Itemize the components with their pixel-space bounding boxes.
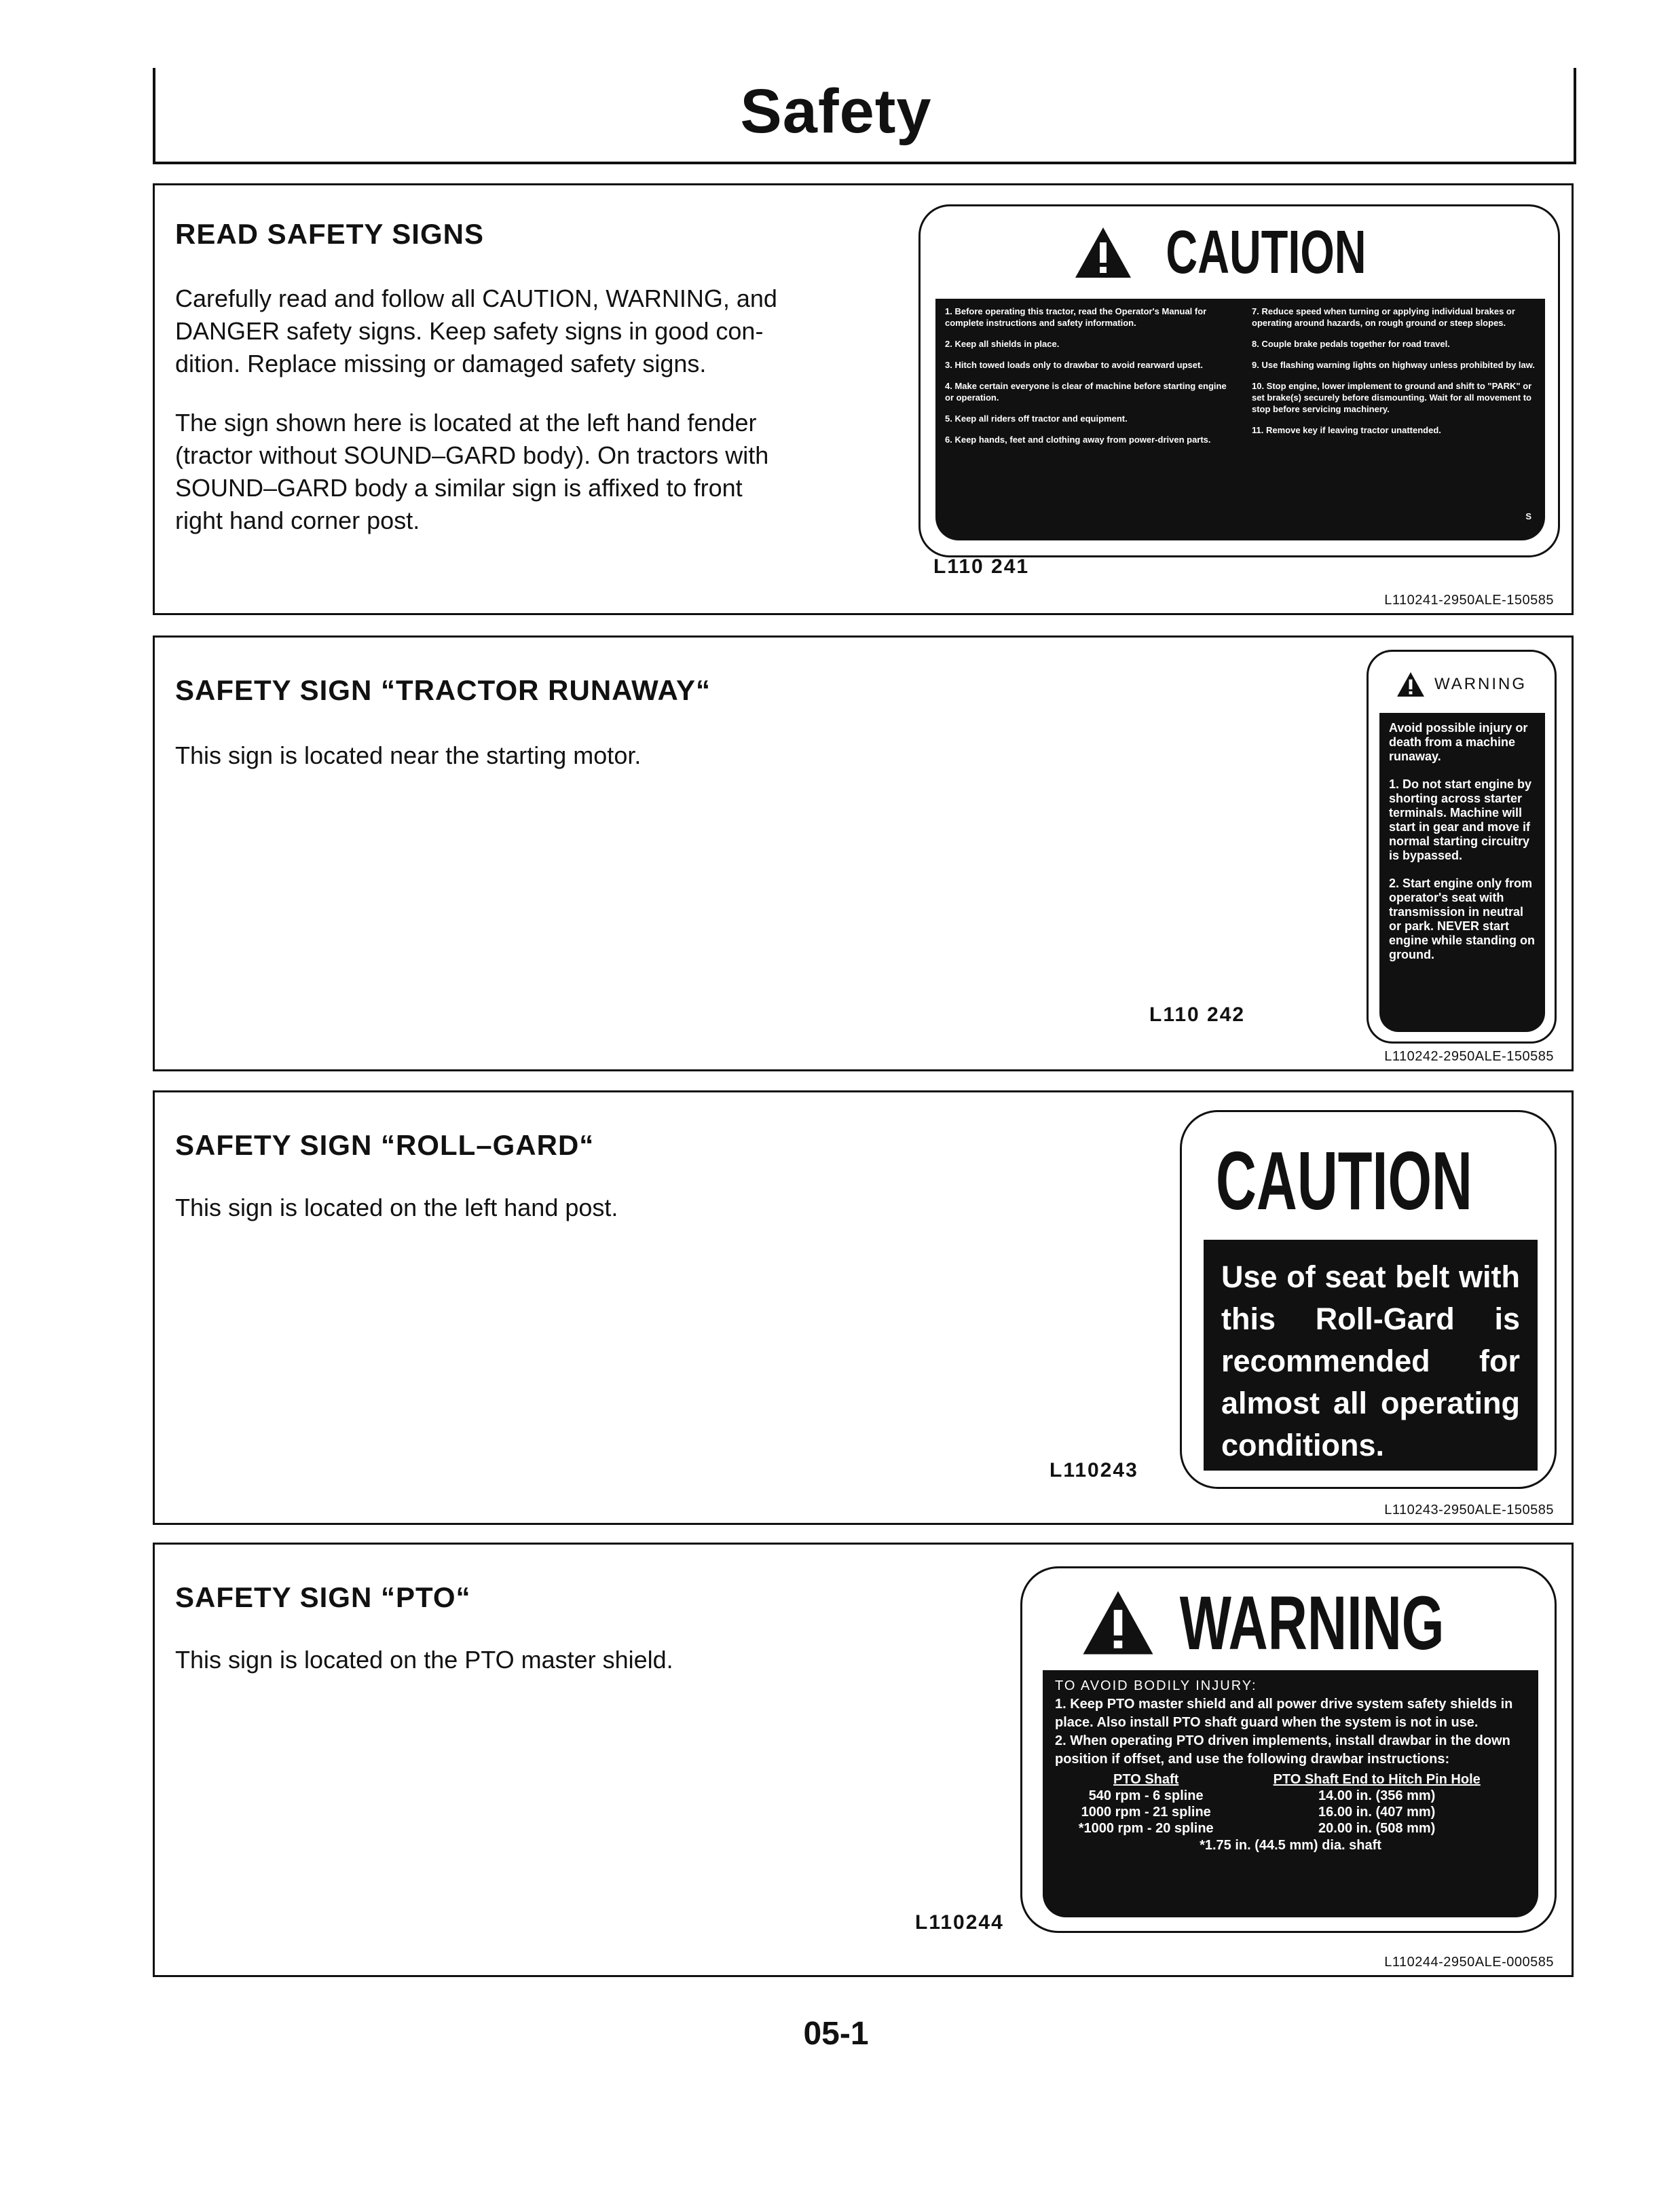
table-cell: 1000 rpm - 21 spline xyxy=(1081,1805,1211,1820)
sign-panel xyxy=(1043,1670,1538,1917)
body-line: This sign is located on the PTO master shield. xyxy=(175,1646,673,1674)
sign-item: 2. Start engine only from operator's seat with transmission in neutral or park. NEVER start engine while standing on ground. xyxy=(1389,877,1536,961)
sign-header xyxy=(921,220,1558,285)
section-read-safety-signs xyxy=(153,183,1574,615)
body-line: Carefully read and follow all CAUTION, WARNING, and xyxy=(175,284,777,312)
table-header-cell: PTO Shaft xyxy=(1113,1772,1179,1787)
sign-title: CAUTION xyxy=(1165,218,1367,287)
sign-title: CAUTION xyxy=(1216,1135,1472,1227)
section-heading: SAFETY SIGN “ROLL–GARD“ xyxy=(175,1129,595,1161)
body-line: This sign is located near the starting motor. xyxy=(175,741,642,769)
section-body-location xyxy=(175,407,768,537)
sign-header xyxy=(1022,1582,1555,1663)
caution-sign-general xyxy=(918,204,1560,557)
body-line: dition. Replace missing or damaged safety signs. xyxy=(175,350,707,377)
sign-panel xyxy=(1204,1240,1538,1471)
reference-code: L110243-2950ALE-150585 xyxy=(1384,1503,1554,1517)
sign-intro: TO AVOID BODILY INJURY: xyxy=(1055,1678,1257,1693)
warning-triangle-icon xyxy=(1396,671,1425,697)
page-title: Safety xyxy=(740,77,932,146)
sign-code: L110 242 xyxy=(1149,1003,1246,1026)
sign-code: L110244 xyxy=(915,1911,1004,1934)
sign-item: 7. Reduce speed when turning or applying individual brakes or operating around hazards, on rough ground or steep slopes. xyxy=(1252,306,1515,328)
section-heading: SAFETY SIGN “PTO“ xyxy=(175,1581,471,1613)
sign-item: 9. Use flashing warning lights on highway unless prohibited by law. xyxy=(1252,360,1536,370)
sign-footnote: *1.75 in. (44.5 mm) dia. shaft xyxy=(1200,1838,1381,1853)
section-body xyxy=(175,739,641,772)
reference-code: L110244-2950ALE-000585 xyxy=(1384,1955,1554,1970)
body-line: The sign shown here is located at the left hand fender xyxy=(175,409,757,437)
sign-item: 11. Remove key if leaving tractor unattended. xyxy=(1252,425,1441,435)
sign-title: WARNING xyxy=(1434,675,1527,693)
sign-left-list xyxy=(945,306,1230,455)
page-number: 05-1 xyxy=(803,2016,869,2052)
body-line: (tractor without SOUND–GARD body). On tractors with xyxy=(175,441,769,469)
section-heading: READ SAFETY SIGNS xyxy=(175,218,484,250)
sign-code: L110 241 xyxy=(933,555,1030,578)
section-pto xyxy=(153,1543,1574,1977)
sign-item: 6. Keep hands, feet and clothing away from power-driven parts. xyxy=(945,435,1211,445)
sign-item: 1. Do not start engine by shorting across starter terminals. Machine will start in gear and move if normal starting circuitry is bypassed. xyxy=(1389,777,1532,862)
warning-triangle-icon xyxy=(1081,1589,1155,1656)
section-body xyxy=(175,1644,673,1676)
drawbar-table xyxy=(1055,1771,1517,1837)
sign-header xyxy=(1202,1130,1541,1232)
body-line: DANGER safety signs. Keep safety signs in good con- xyxy=(175,317,764,345)
body-line: SOUND–GARD body a similar sign is affixed to front xyxy=(175,474,743,502)
sign-header xyxy=(1369,664,1555,705)
table-row xyxy=(1055,1788,1517,1804)
sign-item: 8. Couple brake pedals together for road travel. xyxy=(1252,339,1450,349)
sign-intro: Avoid possible injury or death from a machine runaway. xyxy=(1389,721,1528,763)
table-row xyxy=(1055,1820,1517,1837)
header-underline xyxy=(153,162,1576,164)
sign-item: 10. Stop engine, lower implement to ground and shift to "PARK" or set brake(s) securely before dismounting. Wait for all movement to stop before servicing machinery. xyxy=(1252,381,1532,414)
table-cell: 20.00 in. (508 mm) xyxy=(1318,1821,1436,1836)
reference-code: L110242-2950ALE-150585 xyxy=(1384,1049,1554,1064)
sign-title: WARNING xyxy=(1180,1580,1445,1665)
sign-text: Use of seat belt with this Roll-Gard is recommended for almost all operating conditions. xyxy=(1221,1259,1520,1462)
sign-right-list xyxy=(1252,306,1537,445)
section-body xyxy=(175,1192,618,1224)
warning-sign-pto xyxy=(1020,1566,1557,1933)
reference-code: L110241-2950ALE-150585 xyxy=(1384,593,1554,608)
warning-sign-runaway xyxy=(1367,650,1557,1044)
table-header-row xyxy=(1055,1771,1517,1788)
sign-item: 1. Keep PTO master shield and all power drive system safety shields in place. Also install PTO shaft guard when the system is not in use. xyxy=(1055,1697,1513,1730)
section-roll-gard xyxy=(153,1090,1574,1525)
table-cell: 16.00 in. (407 mm) xyxy=(1318,1805,1436,1820)
sign-item: 5. Keep all riders off tractor and equipment. xyxy=(945,413,1128,424)
sign-panel xyxy=(1379,713,1545,1032)
table-cell: 14.00 in. (356 mm) xyxy=(1318,1788,1436,1803)
sign-item: 4. Make certain everyone is clear of machine before starting engine or operation. xyxy=(945,381,1227,403)
sign-panel xyxy=(935,299,1545,540)
sign-item: 2. When operating PTO driven implements, install drawbar in the down position if offset, and use the following drawbar instructions: xyxy=(1055,1733,1510,1767)
table-cell: 540 rpm - 6 spline xyxy=(1088,1788,1204,1803)
sign-item: 3. Hitch towed loads only to drawbar to avoid rearward upset. xyxy=(945,360,1203,370)
table-cell: *1000 rpm - 20 spline xyxy=(1078,1821,1214,1836)
section-tractor-runaway xyxy=(153,635,1574,1071)
table-header-cell: PTO Shaft End to Hitch Pin Hole xyxy=(1273,1772,1481,1787)
section-heading: SAFETY SIGN “TRACTOR RUNAWAY“ xyxy=(175,674,711,706)
body-line: right hand corner post. xyxy=(175,506,420,534)
section-body xyxy=(175,282,777,380)
sign-item: 2. Keep all shields in place. xyxy=(945,339,1060,349)
caution-sign-roll-gard xyxy=(1180,1110,1557,1489)
sign-code: L110243 xyxy=(1049,1459,1138,1481)
sign-corner-mark: S xyxy=(1525,511,1531,521)
sign-item: 1. Before operating this tractor, read the Operator's Manual for complete instructions and safety information. xyxy=(945,306,1207,328)
table-row xyxy=(1055,1804,1517,1820)
warning-triangle-icon xyxy=(1074,226,1132,279)
body-line: This sign is located on the left hand post. xyxy=(175,1194,618,1221)
